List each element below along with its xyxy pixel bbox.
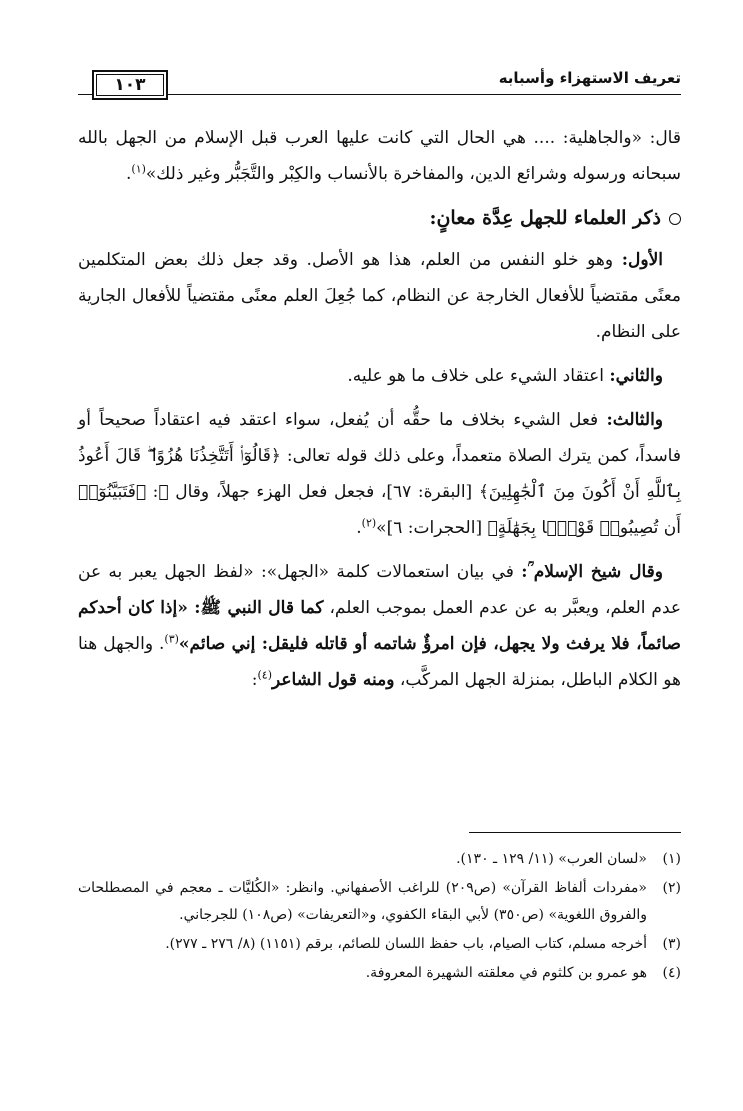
lead-first: الأول: bbox=[621, 250, 663, 270]
running-header bbox=[78, 68, 681, 98]
footnote-item: (٤) هو عمرو بن كلثوم في معلقته الشهيرة المعروفة. bbox=[365, 965, 681, 981]
paragraph-jahiliyya: قال: «والجاهلية: .... هي الحال التي كانت عليها العرب قبل الإسلام من الجهل بالله سبحانه ورسوله وشرائع الدين، والمفاخرة بالأنساب والكِبْر والتَّجَبُّر وغير ذلك»$^{(١)}$. bbox=[78, 128, 681, 184]
lead-third: والثالث: bbox=[606, 410, 664, 430]
lead-shaykh: وقال شيخ الإسلام ؒ: bbox=[521, 562, 663, 582]
main-text bbox=[78, 120, 681, 706]
chapter-title: تعريف الاستهزاء وأسبابه bbox=[498, 69, 681, 87]
section-heading: ذكر العلماء للجهل عِدَّة معانٍ: bbox=[78, 200, 681, 236]
lead-second: والثاني: bbox=[609, 366, 663, 386]
footnotes bbox=[78, 846, 681, 989]
footnote-ref-1: (١) bbox=[131, 162, 146, 176]
paragraph-third-meaning: والثالث: فعل الشيء بخلاف ما حقُّه أن يُفعل، سواء اعتقد فيه اعتقاداً صحيحاً أو فاسداً، كمن يترك الصلاة متعمداً، وعلى ذلك قوله تعالى: ﴿قَالُوٓا۟ أَتَتَّخِذُنَا هُزُوًا ۖ قَالَ أَعُوذُ بِٱللَّهِ أَنْ أَكُونَ مِنَ ٱلْجَٰهِلِينَ﴾ [البقرة: ٦٧]، فجعل فعل الهزء جهلاً، وقال ﷻ: ﴿فَتَبَيَّنُوٓا۟ أَن تُصِيبُوا۟ قَوْمًۢا بِجَهَٰلَةٍ﴾ [الحجرات: ٦]»$^{(٢)}$. bbox=[78, 410, 681, 538]
footnote-item: (٣) أخرجه مسلم، كتاب الصيام، باب حفظ اللسان للصائم، برقم (١١٥١) (٨/ ٢٧٦ ـ ٢٧٧). bbox=[165, 936, 681, 952]
paragraph-first-meaning: الأول: وهو خلو النفس من العلم، هذا هو الأصل. وقد جعل ذلك بعض المتكلمين معنًى مقتضياً للأفعال الخارجة عن النظام، كما جُعِلَ العلم معنًى مقتضياً للأفعال الجارية على النظام. bbox=[78, 250, 681, 342]
header-rule bbox=[166, 94, 681, 95]
header-rule-end bbox=[78, 94, 92, 95]
footnote-divider bbox=[469, 832, 681, 833]
footnote-item: (١) «لسان العرب» (١١/ ١٢٩ ـ ١٣٠). bbox=[456, 851, 681, 867]
footnote-item: (٢) «مفردات ألفاظ القرآن» (ص٢٠٩) للراغب الأصفهاني. وانظر: «الكُليَّات ـ معجم في المصطلحات والفروق اللغوية» (ص٣٥٠) لأبي البقاء الكفوي، و«التعريفات» (ص١٠٨) للجرجاني. bbox=[78, 880, 681, 923]
hadith-quote: كما قال النبي ﷺ: «إذا كان أحدكم صائماً، فلا يرفث ولا يجهل، فإن امرؤٌ شاتمه أو قاتله فليقل: إني صائم» bbox=[78, 598, 681, 654]
footnote-ref-2: (٢) bbox=[361, 516, 377, 530]
footnote-ref-4: (٤) bbox=[257, 668, 272, 682]
paragraph-ibn-taymiyya: وقال شيخ الإسلام ؒ: في بيان استعمالات كلمة «الجهل»: «لفظ الجهل يعبر به عن عدم العلم، ويعبَّر به عن عدم العمل بموجب العلم، كما قال النبي ﷺ: «إذا كان أحدكم صائماً، فلا يرفث ولا يجهل، فإن امرؤٌ شاتمه أو قاتله فليقل: إني صائم»$^{(٣)}$. والجهل هنا هو الكلام الباطل، بمنزلة الجهل المركَّب، ومنه قول الشاعر$^{(٤)}$: bbox=[78, 562, 682, 690]
poet-intro: ومنه قول الشاعر bbox=[271, 670, 395, 690]
footnote-ref-3: (٣) bbox=[164, 632, 179, 646]
circle-bullet-icon bbox=[669, 213, 681, 225]
page-number: ١٠٣ bbox=[92, 70, 168, 100]
paragraph-second-meaning: والثاني: اعتقاد الشيء على خلاف ما هو عليه. bbox=[347, 366, 663, 386]
